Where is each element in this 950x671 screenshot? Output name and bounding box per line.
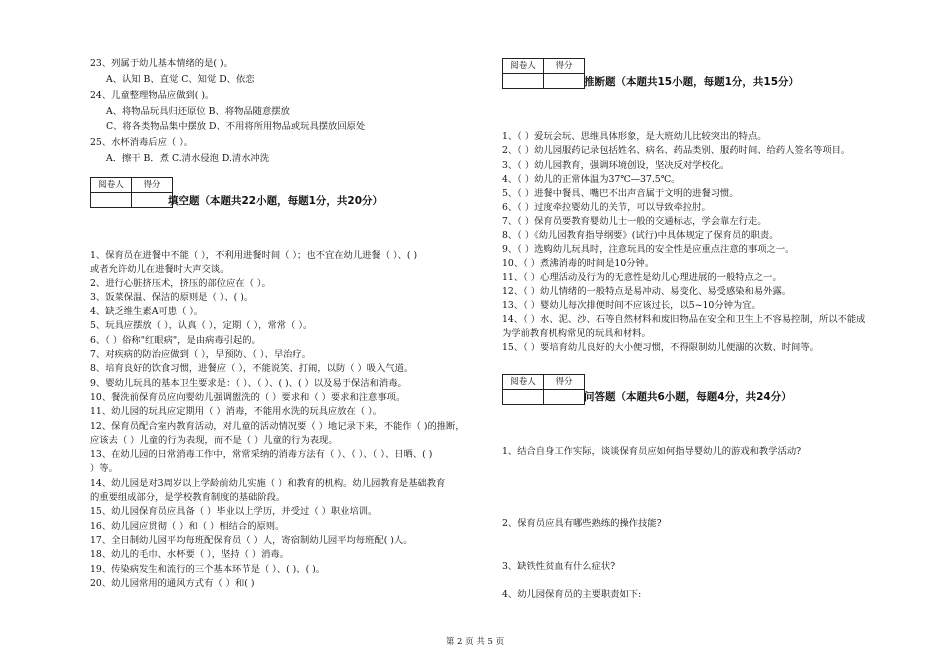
judge-section-title: 推断题（本题共15小题，每题1分，共15分） [584,76,800,88]
judge-line-3: 3、（ ）幼儿园教育，强调环境创设，坚决反对学校化。 [502,160,730,171]
mc-question-24: 24、儿童整理物品应做到( )。 [90,90,215,101]
fill-line-2: 或者允许幼儿在进餐时大声交谈。 [90,264,230,275]
mc-options-23: A、认知 B、直觉 C、知觉 D、依恋 [106,74,255,85]
judge-line-9: 9、（ ）选购幼儿玩具时，注意玩具的安全性是应重点注意的事项之一。 [502,244,795,255]
fill-line-20: 16、幼儿园应贯彻（ ）和（ ）相结合的原则。 [90,521,285,532]
fill-line-12: 11、幼儿园的玩具应定期用（ ）消毒，不能用水洗的玩具应放在（ ）。 [90,406,382,417]
reviewer-cell [503,74,544,89]
fill-line-23: 19、传染病发生和流行的三个基本环节是（ ）、( )、( )。 [90,564,326,575]
fill-line-14: 应该去（ ）儿童的行为表现，而不是（ ）儿童的行为表现。 [90,435,338,446]
judge-line-14-cont: 为学前教育机构常见的玩具和材料。 [502,328,651,339]
score-label: 得分 [544,375,585,390]
page-number: 第 2 页 共 5 页 [445,637,505,647]
fill-line-15: 13、在幼儿园的日常消毒工作中，常常采纳的消毒方法有（ ）、（ ）、（ ）、日晒、( ) [90,449,433,460]
judge-line-12: 12、（ ）幼儿情绪的一般特点是易冲动、易变化、易受感染和易外露。 [502,286,792,297]
score-box-judge [502,58,585,89]
fill-section-title: 填空题（本题共22小题，每题1分，共20分） [168,195,384,207]
fill-line-9: 8、培育良好的饮食习惯，进餐应（ ），不能说笑、打闹，以防（ ）吸入气道。 [90,363,414,374]
qa-question-3: 3、缺铁性贫血有什么症状? [502,561,616,572]
score-cell [544,74,585,89]
qa-question-2: 2、保育员应具有哪些熟练的操作技能? [502,518,662,529]
fill-line-5: 4、缺乏维生素A可患（ ）。 [90,306,204,317]
score-cell [132,193,173,208]
reviewer-label: 阅卷人 [503,59,544,74]
judge-line-14: 14、（ ）水、泥、沙、石等自然材料和废旧物品在安全和卫生上不容易控制，所以不能成 [502,314,866,325]
judge-line-1: 1、（ ）爱玩会玩、思维具体形象，是大班幼儿比较突出的特点。 [502,131,767,142]
fill-line-16: ）等。 [90,463,118,474]
judge-line-8: 8、（ ）《幼儿园教育指导纲要》(试行)中具体规定了保育员的职责。 [502,230,779,241]
judge-line-15: 15、（ ）要培育幼儿良好的大小便习惯，不得限制幼儿便溺的次数、时间等。 [502,342,819,353]
reviewer-label: 阅卷人 [91,178,132,193]
score-label: 得分 [132,178,173,193]
fill-line-13: 12、保育员配合室内教育活动，对儿童的活动情况要（ ）地记录下来，不能作（ )的推断， [90,421,465,432]
judge-line-2: 2、（ ）幼儿园服药记录包括姓名、病名、药品类别、服药时间、给药人签名等项目。 [502,145,851,156]
fill-line-22: 18、幼儿的毛巾、水杯要（ ），坚持（ ）消毒。 [90,549,290,560]
judge-line-4: 4、（ ）幼儿的正常体温为37℃—37.5℃。 [502,174,681,185]
judge-line-5: 5、（ ）进餐中餐具、嘴巴不出声音属于文明的进餐习惯。 [502,188,739,199]
mc-question-25: 25、水杯消毒后应（ ）。 [90,137,194,148]
judge-line-6: 6、（ ）过度牵拉婴幼儿的关节，可以导致牵拉肘。 [502,202,711,213]
fill-line-4: 3、饭菜保温、保洁的原则是（ ）、( )。 [90,292,254,303]
score-box-qa [502,374,585,405]
mc-options-24-cd: C、将各类物品集中摆放 D、不用将所用物品或玩具摆放回原处 [106,121,366,132]
mc-options-24-ab: A、将物品玩具归还原位 B、将物品随意摆放 [106,106,290,117]
score-box-fill [90,177,173,208]
reviewer-label: 阅卷人 [503,375,544,390]
judge-line-13: 13、（ ）婴幼儿每次排便时间不应该过长，以5~10分钟为宜。 [502,300,761,311]
qa-question-4: 4、幼儿园保育员的主要职责如下: [502,589,642,600]
fill-line-18: 的重要组成部分，是学校教育制度的基础阶段。 [90,492,286,503]
fill-line-21: 17、全日制幼儿园平均每班配保育员（ ）人，寄宿制幼儿园平均每班配( )人。 [90,535,413,546]
fill-line-3: 2、进行心脏挤压术，挤压的部位应在（ ）。 [90,278,271,289]
fill-line-17: 14、幼儿园是对3周岁以上学龄前幼儿实施（ ）和教育的机构。幼儿园教育是基础教育 [90,478,446,489]
judge-line-7: 7、（ ）保育员要教育婴幼儿士一般的交通标志，学会靠左行走。 [502,216,767,227]
fill-line-8: 7、对疾病的防治应做到（ ），早预防、（ ）、早治疗。 [90,349,312,360]
reviewer-cell [91,193,132,208]
qa-question-1: 1、结合自身工作实际，谈谈保育员应如何指导婴幼儿的游戏和教学活动? [502,446,802,457]
fill-line-11: 10、餐洗前保育员应向婴幼儿强调盥洗的（ ）要求和（ ）要求和注意事项。 [90,392,406,403]
mc-question-23: 23、列属于幼儿基本情绪的是( )。 [90,58,233,69]
mc-options-25: A．擦干 B．煮 C.清水侵泡 D.清水冲洗 [106,153,270,164]
fill-line-1: 1、保育员在进餐中不能（ ），不利用进餐时间（ ）；也不宜在幼儿进餐（ ）、( ) [90,250,418,261]
judge-line-10: 10、（ ）煮沸消毒的时间是10分钟。 [502,258,655,269]
reviewer-cell [503,390,544,405]
fill-line-19: 15、幼儿园保育员应具备（ ）毕业以上学历，并受过（ ）职业培训。 [90,506,378,517]
score-cell [544,390,585,405]
judge-line-11: 11、（ ）心理活动及行为的无意性是幼儿心理进展的一般特点之一。 [502,272,782,283]
fill-line-6: 5、玩具应摆放（ ），认真（ ），定期（ ），常常（ ）。 [90,320,313,331]
fill-line-7: 6、（ ）俗称"红眼病"，是由病毒引起的。 [90,335,261,346]
fill-line-10: 9、婴幼儿玩具的基本卫生要求是：（ ）、（ ）、( )、( ）以及易于保洁和消毒。 [90,378,407,389]
score-label: 得分 [544,59,585,74]
fill-line-24: 20、幼儿园常用的通风方式有（ ）和( ) [90,578,255,589]
qa-section-title: 问答题（本题共6小题，每题4分，共24分） [584,391,792,403]
